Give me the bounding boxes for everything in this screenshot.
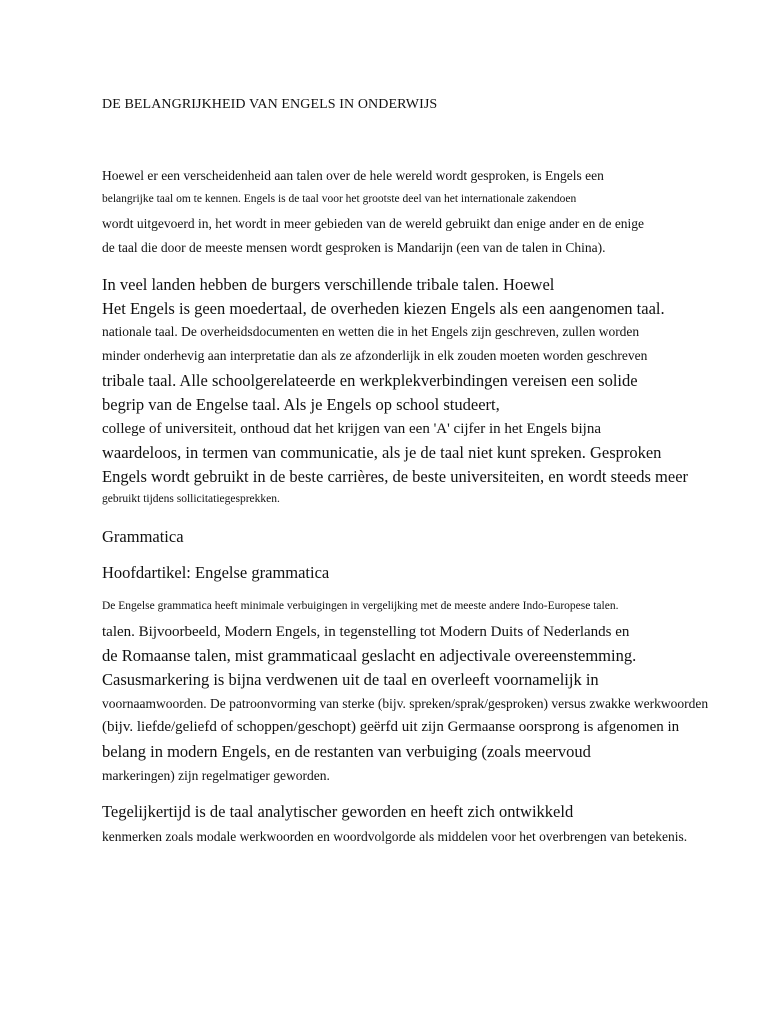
paragraph-line: Het Engels is geen moedertaal, de overheden kiezen Engels als een aangenomen taal. [102,299,665,318]
paragraph-line: De Engelse grammatica heeft minimale verbuigingen in vergelijking met de meeste andere Indo-Europese talen. [102,600,619,612]
paragraph-line: tribale taal. Alle schoolgerelateerde en werkplekverbindingen vereisen een solide [102,371,638,390]
paragraph-line: Casusmarkering is bijna verdwenen uit de taal en overleeft voornamelijk in [102,670,599,689]
paragraph-line: In veel landen hebben de burgers verschillende tribale talen. Hoewel [102,275,555,294]
paragraph-line: waardeloos, in termen van communicatie, als je de taal niet kunt spreken. Gesproken [102,443,662,462]
paragraph-line: Engels wordt gebruikt in de beste carrières, de beste universiteiten, en wordt steeds meer [102,467,689,486]
paragraph-line: begrip van de Engelse taal. Als je Engels op school studeert, [102,395,500,414]
paragraph-line: voornaamwoorden. De patroonvorming van sterke (bijv. spreken/sprak/gesproken) versus zwakke werkwoorden [102,696,709,711]
paragraph-line: college of universiteit, onthoud dat het krijgen van een 'A' cijfer in het Engels bijna [102,421,602,437]
paragraph-line: talen. Bijvoorbeeld, Modern Engels, in tegenstelling tot Modern Duits of Nederlands en [102,624,630,640]
paragraph-line: kenmerken zoals modale werkwoorden en woordvolgorde als middelen voor het overbrengen van betekenis. [102,829,688,844]
paragraph-line: minder onderhevig aan interpretatie dan als ze afzonderlijk in elk zouden moeten worden geschreven [102,348,648,363]
paragraph-line: markeringen) zijn regelmatiger geworden. [102,768,330,783]
subheading: Hoofdartikel: Engelse grammatica [102,563,330,582]
paragraph-line: belang in modern Engels, en de restanten van verbuiging (zoals meervoud [102,742,591,761]
document-title: DE BELANGRIJKHEID VAN ENGELS IN ONDERWIJS [102,97,438,112]
paragraph-line: gebruikt tijdens sollicitatiegesprekken. [102,493,280,505]
section-heading: Grammatica [102,527,184,546]
paragraph-line: nationale taal. De overheidsdocumenten en wetten die in het Engels zijn geschreven, zullen worden [102,324,640,339]
paragraph-line: Hoewel er een verscheidenheid aan talen over de hele wereld wordt gesproken, is Engels een [102,168,604,183]
paragraph-line: (bijv. liefde/geliefd of schoppen/geschopt) geërfd uit zijn Germaanse oorsprong is afgenomen in [102,719,680,735]
paragraph-line: wordt uitgevoerd in, het wordt in meer gebieden van de wereld gebruikt dan enige ander en de enige [102,216,645,231]
paragraph-line: belangrijke taal om te kennen. Engels is de taal voor het grootste deel van het internationale zakendoen [102,193,577,205]
paragraph-line: Tegelijkertijd is de taal analytischer geworden en heeft zich ontwikkeld [102,802,574,821]
paragraph-line: de Romaanse talen, mist grammaticaal geslacht en adjectivale overeenstemming. [102,646,637,665]
paragraph-line: de taal die door de meeste mensen wordt gesproken is Mandarijn (een van de talen in China). [102,240,606,255]
